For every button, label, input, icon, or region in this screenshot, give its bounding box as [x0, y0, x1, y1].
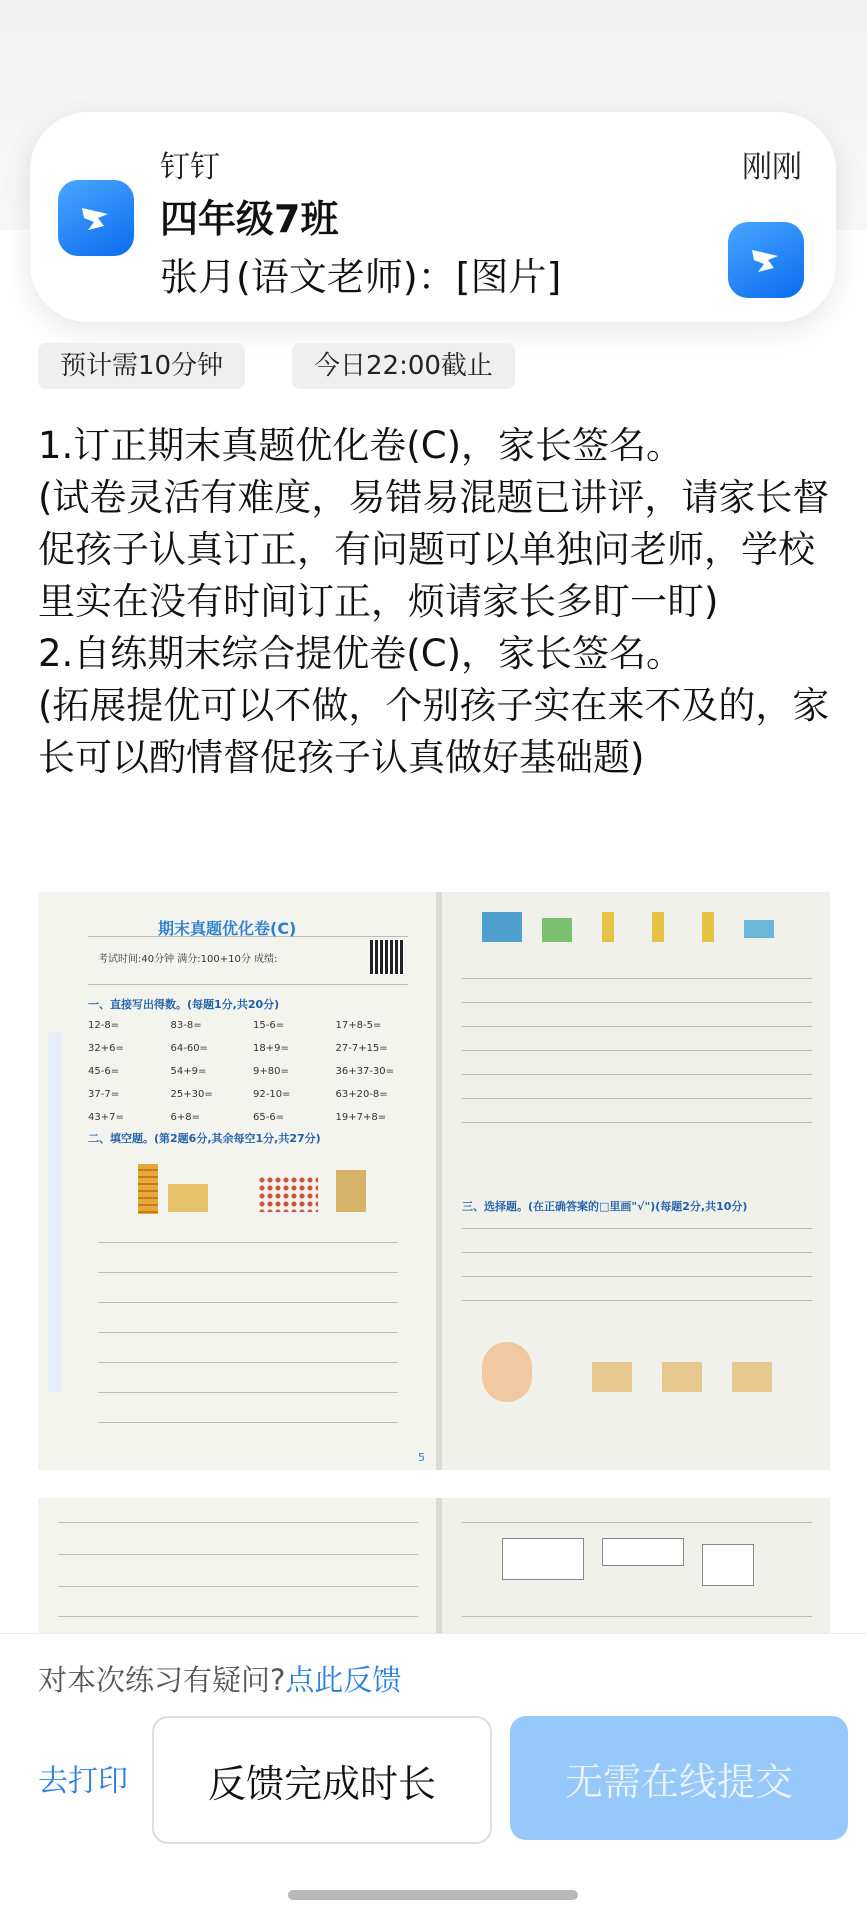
divider — [462, 1026, 812, 1027]
feedback-duration-button[interactable]: 反馈完成时长 — [152, 1716, 492, 1844]
divider — [98, 1422, 398, 1423]
calc-cell: 6+8= — [170, 1112, 200, 1123]
dingtalk-wing-icon — [744, 238, 788, 282]
assignment-description — [38, 420, 838, 784]
calc-cell: 37-7= — [88, 1089, 120, 1100]
dingtalk-app-icon — [58, 180, 134, 256]
assignment-line: (拓展提优可以不做，个别孩子实在来不及的，家长可以酌情督促孩子认真做好基础题) — [38, 684, 830, 779]
calc-cell: 17+8-5= — [335, 1020, 382, 1031]
speech-bubbles-illustration — [502, 1538, 752, 1598]
calc-cell: 36+37-30= — [335, 1066, 395, 1077]
calc-cell: 25+30= — [170, 1089, 213, 1100]
divider — [462, 978, 812, 979]
worksheet-left-page — [38, 892, 436, 1470]
divider — [98, 1362, 398, 1363]
divider — [58, 1554, 418, 1555]
deadline-chip: 今日22:00截止 — [292, 343, 515, 389]
calc-cell: 83-8= — [170, 1020, 202, 1031]
divider — [98, 1302, 398, 1303]
worksheet-left-page — [38, 1498, 436, 1633]
divider — [462, 1050, 812, 1051]
shape-figures-illustration — [482, 912, 782, 948]
worksheet-photo-2[interactable] — [38, 1498, 830, 1633]
divider — [98, 1392, 398, 1393]
assignment-line: 1.订正期末真题优化卷(C)，家长签名。 — [38, 424, 684, 467]
bottom-action-bar — [0, 1633, 867, 1921]
estimate-time-chip: 预计需10分钟 — [38, 343, 245, 389]
calc-cell: 45-6= — [88, 1066, 120, 1077]
divider — [98, 1242, 398, 1243]
counting-blocks-illustration — [138, 1164, 378, 1224]
divider — [462, 1228, 812, 1229]
worksheet-photo-1[interactable] — [38, 892, 830, 1470]
no-online-submit-button[interactable]: 无需在线提交 — [510, 1716, 848, 1840]
calc-cell: 15-6= — [253, 1020, 285, 1031]
home-indicator[interactable] — [288, 1890, 578, 1900]
worksheet-right-page — [442, 892, 830, 1470]
divider — [462, 1276, 812, 1277]
calc-cell: 19+7+8= — [335, 1112, 387, 1123]
feedback-question-text: 对本次练习有疑问? — [38, 1663, 286, 1697]
dingtalk-wing-icon — [74, 196, 118, 240]
dingtalk-app-icon-small — [728, 222, 804, 298]
assignment-line: (试卷灵活有难度，易错易混题已讲评，请家长督促孩子认真订正，有问题可以单独问老师，学校里实在没有时间订正，烦请家长多盯一盯) — [38, 476, 830, 623]
divider — [58, 1522, 418, 1523]
section-heading: 二、填空题。(第2题6分,其余每空1分,共27分) — [88, 1132, 321, 1145]
calc-cell: 63+20-8= — [335, 1089, 388, 1100]
notification-title: 四年级7班 — [160, 197, 339, 241]
divider — [462, 1616, 812, 1617]
notification-time: 刚刚 — [742, 150, 802, 185]
divider — [58, 1616, 418, 1617]
print-link[interactable]: 去打印 — [38, 1764, 128, 1799]
divider — [462, 1098, 812, 1099]
section-heading: 三、选择题。(在正确答案的□里画"√")(每题2分,共10分) — [462, 1200, 748, 1213]
divider — [58, 1586, 418, 1587]
worksheet-subtitle: 考试时间:40分钟 满分:100+10分 成绩: — [98, 954, 278, 965]
divider — [88, 984, 408, 985]
divider — [98, 1272, 398, 1273]
calc-cell: 92-10= — [253, 1089, 291, 1100]
divider — [462, 1300, 812, 1301]
assignment-line: 2.自练期末综合提优卷(C)，家长签名。 — [38, 632, 684, 675]
worksheet-title: 期末真题优化卷(C) — [158, 919, 297, 938]
notification-banner[interactable] — [30, 112, 836, 322]
worksheet-page-number: 5 — [418, 1451, 425, 1464]
divider — [462, 1074, 812, 1075]
worksheet-side-strip — [48, 1032, 62, 1392]
notification-message: 张月(语文老师)：[图片] — [160, 255, 562, 299]
calc-cell: 43+7= — [88, 1112, 124, 1123]
calc-cell: 12-8= — [88, 1020, 120, 1031]
divider — [98, 1332, 398, 1333]
feedback-link[interactable]: 点此反馈 — [285, 1663, 402, 1697]
calc-cell: 9+80= — [253, 1066, 289, 1077]
notification-app-name: 钉钉 — [160, 150, 220, 185]
calc-cell: 64-60= — [170, 1043, 208, 1054]
section-heading: 一、直接写出得数。(每题1分,共20分) — [88, 998, 280, 1011]
children-illustration — [482, 1332, 782, 1412]
qr-code-icon — [370, 940, 404, 974]
worksheet-right-page — [442, 1498, 830, 1633]
calc-cell: 32+6= — [88, 1043, 124, 1054]
feedback-question — [38, 1658, 401, 1699]
divider — [462, 1522, 812, 1523]
divider — [462, 1002, 812, 1003]
divider — [462, 1122, 812, 1123]
calc-cell: 27-7+15= — [335, 1043, 388, 1054]
calc-cell: 18+9= — [253, 1043, 289, 1054]
calc-cell: 54+9= — [170, 1066, 207, 1077]
divider — [462, 1252, 812, 1253]
calc-grid — [88, 1020, 418, 1123]
calc-cell: 65-6= — [253, 1112, 285, 1123]
